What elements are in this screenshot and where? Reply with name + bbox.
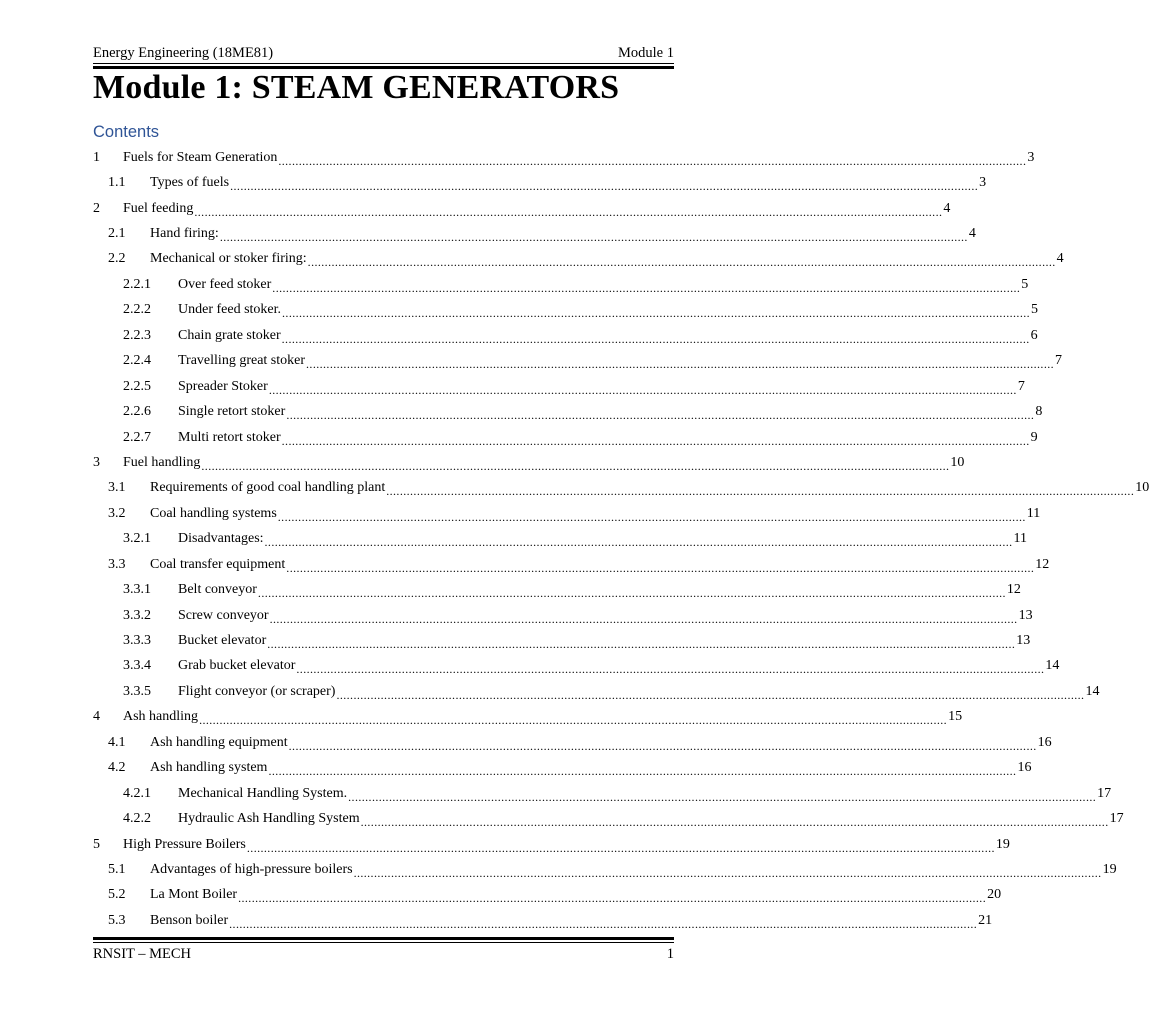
toc-entry-title: Multi retort stoker	[178, 429, 281, 445]
toc-entry-title: Chain grate stoker	[178, 327, 281, 343]
toc-entry[interactable]	[93, 577, 1021, 602]
toc-entry-number: 3.3.2	[123, 607, 151, 623]
toc-dot-leader: ............................................................................................................................................................................................................................	[306, 357, 1055, 372]
toc-entry-title: Fuels for Steam Generation	[123, 149, 278, 165]
toc-entry-title: Coal transfer equipment	[150, 556, 286, 572]
header-module: Module 1	[618, 45, 674, 61]
toc-entry-number: 2.2.7	[123, 429, 151, 445]
toc-entry-title: High Pressure Boilers	[123, 836, 246, 852]
toc-entry-body	[178, 654, 1060, 679]
toc-entry[interactable]	[93, 527, 1028, 552]
toc-entry[interactable]	[93, 450, 965, 475]
toc-entry-title: Ash handling system	[150, 760, 268, 776]
toc-entry-page: 21	[978, 912, 993, 928]
toc-entry-body	[178, 399, 1043, 424]
toc-entry[interactable]	[93, 298, 1039, 323]
toc-entry-body	[178, 603, 1033, 628]
toc-entry-title: Mechanical or stoker firing:	[150, 251, 307, 267]
toc-entry-body	[150, 883, 1002, 908]
toc-dot-leader: ............................................................................................................................................................................................................................	[238, 891, 987, 906]
footer-page-number: 1	[666, 945, 674, 962]
toc-entry-body	[178, 628, 1031, 653]
toc-entry-page: 16	[1017, 760, 1032, 776]
toc-entry-page: 3	[1027, 149, 1035, 165]
toc-entry-body	[178, 272, 1029, 297]
toc-entry-title: Disadvantages:	[178, 531, 264, 547]
toc-entry-page: 12	[1035, 556, 1050, 572]
toc-entry-page: 4	[943, 200, 951, 216]
toc-entry-page: 5	[1021, 276, 1029, 292]
toc-entry-number: 4.2.1	[123, 785, 151, 801]
toc-entry[interactable]	[93, 323, 1038, 348]
footer-left: RNSIT – MECH	[93, 945, 192, 962]
toc-entry-title: Requirements of good coal handling plant	[150, 480, 386, 496]
toc-entry-title: Mechanical Handling System.	[178, 785, 348, 801]
toc-entry-page: 4	[968, 226, 976, 242]
footer-rule-thick	[93, 937, 674, 940]
toc-entry-number: 5.1	[108, 861, 126, 877]
toc-entry-title: Single retort stoker	[178, 404, 286, 420]
toc-dot-leader: ............................................................................................................................................................................................................................	[199, 713, 948, 728]
toc-entry-title: Grab bucket elevator	[178, 658, 296, 674]
toc-entry-title: Ash handling	[123, 709, 199, 725]
toc-entry-body	[178, 577, 1021, 602]
toc-entry-body	[178, 806, 1124, 831]
toc-entry-page: 20	[987, 887, 1002, 903]
toc-entry[interactable]	[93, 806, 1124, 831]
toc-dot-leader: ............................................................................................................................................................................................................................	[268, 764, 1017, 779]
toc-entry-body	[123, 196, 951, 221]
toc-dot-leader: ............................................................................................................................................................................................................................	[257, 586, 1006, 601]
toc-dot-leader: ............................................................................................................................................................................................................................	[386, 484, 1135, 499]
toc-entry[interactable]	[93, 883, 1002, 908]
footer-rule-thin	[93, 942, 674, 943]
toc-entry-body	[123, 705, 963, 730]
toc-entry-page: 16	[1037, 734, 1052, 750]
toc-entry-body	[178, 425, 1038, 450]
toc-entry-page: 17	[1109, 811, 1124, 827]
toc-entry-number: 1	[93, 149, 100, 165]
page-header	[93, 42, 674, 62]
toc-entry-number: 3.3	[108, 556, 126, 572]
toc-entry-page: 4	[1056, 251, 1064, 267]
toc-entry-page: 15	[948, 709, 963, 725]
toc-entry-number: 2.2	[108, 251, 126, 267]
toc-dot-leader: ............................................................................................................................................................................................................................	[286, 560, 1035, 575]
toc-entry-number: 3.3.5	[123, 683, 151, 699]
toc-entry-title: Hand firing:	[150, 226, 219, 242]
toc-dot-leader: ............................................................................................................................................................................................................................	[272, 280, 1021, 295]
toc-entry-page: 12	[1006, 582, 1021, 598]
toc-entry-number: 2.2.5	[123, 378, 151, 394]
toc-entry[interactable]	[93, 247, 1064, 272]
toc-dot-leader: ............................................................................................................................................................................................................................	[264, 535, 1013, 550]
toc-entry-number: 2.1	[108, 226, 126, 242]
toc-dot-leader: ............................................................................................................................................................................................................................	[268, 382, 1017, 397]
toc-dot-leader: ............................................................................................................................................................................................................................	[286, 408, 1035, 423]
header-course: Energy Engineering (18ME81)	[93, 45, 274, 61]
toc-entry-number: 2.2.3	[123, 327, 151, 343]
toc-dot-leader: ............................................................................................................................................................................................................................	[267, 637, 1016, 652]
toc-entry-title: Spreader Stoker	[178, 378, 268, 394]
toc-entry-page: 11	[1013, 531, 1028, 547]
toc-entry-title: Ash handling equipment	[150, 734, 288, 750]
toc-entry[interactable]	[93, 552, 1050, 577]
toc-entry[interactable]	[93, 781, 1112, 806]
toc-entry-number: 3.1	[108, 480, 126, 496]
toc-entry-body	[150, 730, 1052, 755]
toc-entry[interactable]	[93, 501, 1041, 526]
toc-entry-page: 14	[1085, 683, 1100, 699]
toc-entry-number: 4.2.2	[123, 811, 151, 827]
toc-entry[interactable]	[93, 654, 1060, 679]
toc-entry-number: 2	[93, 200, 100, 216]
toc-entry-page: 6	[1030, 327, 1038, 343]
toc-entry-number: 4	[93, 709, 100, 725]
toc-entry-number: 3.3.4	[123, 658, 151, 674]
toc-dot-leader: ............................................................................................................................................................................................................................	[336, 687, 1085, 702]
toc-dot-leader: ............................................................................................................................................................................................................................	[230, 179, 979, 194]
toc-entry-page: 13	[1018, 607, 1033, 623]
toc-entry[interactable]	[93, 832, 1010, 857]
toc-entry-title: Belt conveyor	[178, 582, 257, 598]
toc-entry-page: 17	[1097, 785, 1112, 801]
toc-entry-number: 3.2.1	[123, 531, 151, 547]
page-title: Module 1: STEAM GENERATORS	[93, 69, 620, 106]
toc-dot-leader: ............................................................................................................................................................................................................................	[288, 738, 1037, 753]
toc-entry-body	[123, 145, 1035, 170]
toc-entry-title: Coal handling systems	[150, 505, 277, 521]
toc-entry[interactable]	[93, 603, 1033, 628]
toc-entry-number: 4.2	[108, 760, 126, 776]
toc-entry-page: 11	[1026, 505, 1041, 521]
toc-entry-number: 5.2	[108, 887, 126, 903]
toc-entry-title: Screw conveyor	[178, 607, 269, 623]
toc-entry-number: 3.3.1	[123, 582, 151, 598]
toc-entry-page: 8	[1035, 404, 1043, 420]
toc-entry-page: 9	[1030, 429, 1038, 445]
toc-entry-title: Hydraulic Ash Handling System	[178, 811, 360, 827]
toc-entry[interactable]	[93, 908, 993, 933]
toc-entry-number: 5.3	[108, 912, 126, 928]
toc-entry-body	[150, 170, 987, 195]
toc-entry[interactable]	[93, 399, 1043, 424]
toc-dot-leader: ............................................................................................................................................................................................................................	[194, 204, 943, 219]
toc-entry-number: 4.1	[108, 734, 126, 750]
toc-dot-leader: ............................................................................................................................................................................................................................	[277, 509, 1026, 524]
toc-entry-title: Flight conveyor (or scraper)	[178, 683, 336, 699]
toc-entry-body	[178, 323, 1038, 348]
toc-entry[interactable]	[93, 349, 1063, 374]
toc-entry-number: 2.2.4	[123, 353, 151, 369]
toc-entry-body	[178, 781, 1112, 806]
toc-dot-leader: ............................................................................................................................................................................................................................	[246, 840, 995, 855]
toc-entry-page: 5	[1031, 302, 1039, 318]
toc-entry-title: Fuel handling	[123, 454, 201, 470]
toc-entry[interactable]	[93, 476, 1149, 501]
toc-entry-title: Travelling great stoker	[178, 353, 306, 369]
toc-entry-number: 5	[93, 836, 100, 852]
toc-entry-body	[178, 527, 1028, 552]
toc-dot-leader: ............................................................................................................................................................................................................................	[281, 433, 1030, 448]
toc-entry-title: Over feed stoker	[178, 276, 272, 292]
toc-entry-body	[178, 374, 1025, 399]
toc-entry-page: 7	[1055, 353, 1063, 369]
toc-entry-number: 2.2.6	[123, 404, 151, 420]
toc-entry[interactable]	[93, 756, 1032, 781]
toc-entry-page: 19	[995, 836, 1010, 852]
toc-dot-leader: ............................................................................................................................................................................................................................	[307, 255, 1056, 270]
toc-entry-number: 3.3.3	[123, 633, 151, 649]
toc-dot-leader: ............................................................................................................................................................................................................................	[348, 789, 1097, 804]
toc-entry-title: Types of fuels	[150, 175, 230, 191]
toc-entry[interactable]	[93, 374, 1025, 399]
toc-entry-body	[178, 349, 1063, 374]
toc-entry[interactable]	[93, 730, 1052, 755]
toc-entry-page: 14	[1045, 658, 1060, 674]
toc-dot-leader: ............................................................................................................................................................................................................................	[229, 916, 978, 931]
toc-entry[interactable]	[93, 272, 1029, 297]
toc-entry-page: 7	[1017, 378, 1025, 394]
toc-entry-number: 1.1	[108, 175, 126, 191]
toc-entry-page: 19	[1102, 861, 1117, 877]
toc-entry-body	[178, 679, 1100, 704]
toc-entry[interactable]	[93, 196, 951, 221]
toc-entry-body	[123, 450, 965, 475]
toc-entry-body	[123, 832, 1010, 857]
toc-entry-body	[150, 857, 1117, 882]
toc-entry-title: Fuel feeding	[123, 200, 194, 216]
toc-entry-title: La Mont Boiler	[150, 887, 238, 903]
toc-entry-number: 3	[93, 454, 100, 470]
toc-entry[interactable]	[93, 857, 1117, 882]
toc-entry[interactable]	[93, 628, 1031, 653]
toc-entry-body	[150, 908, 993, 933]
toc-entry-number: 3.2	[108, 505, 126, 521]
header-rule-thin	[93, 63, 674, 64]
toc-dot-leader: ............................................................................................................................................................................................................................	[296, 662, 1045, 677]
toc-dot-leader: ............................................................................................................................................................................................................................	[219, 230, 968, 245]
toc-entry-body	[150, 476, 1149, 501]
toc-dot-leader: ............................................................................................................................................................................................................................	[269, 611, 1018, 626]
toc-entry-body	[178, 298, 1039, 323]
toc-dot-leader: ............................................................................................................................................................................................................................	[360, 815, 1109, 830]
toc-entry-title: Advantages of high-pressure boilers	[150, 861, 353, 877]
toc-entry-page: 10	[1135, 480, 1149, 496]
toc-entry-page: 3	[979, 175, 987, 191]
toc-entry-page: 10	[950, 454, 965, 470]
toc-entry-body	[150, 501, 1041, 526]
page-footer	[93, 944, 674, 964]
toc-entry-body	[150, 221, 976, 246]
toc-entry[interactable]	[93, 679, 1100, 704]
toc-entry[interactable]	[93, 705, 963, 730]
toc-entry[interactable]	[93, 425, 1038, 450]
toc-entry-body	[150, 552, 1050, 577]
contents-heading: Contents	[93, 123, 160, 141]
toc-entry-page: 13	[1016, 633, 1031, 649]
toc-entry[interactable]	[93, 221, 976, 246]
table-of-contents	[93, 145, 1149, 934]
toc-dot-leader: ............................................................................................................................................................................................................................	[281, 331, 1030, 346]
toc-dot-leader: ............................................................................................................................................................................................................................	[201, 458, 950, 473]
toc-entry[interactable]	[93, 145, 1035, 170]
toc-dot-leader: ............................................................................................................................................................................................................................	[278, 153, 1027, 168]
toc-entry-title: Bucket elevator	[178, 633, 267, 649]
toc-dot-leader: ............................................................................................................................................................................................................................	[353, 865, 1102, 880]
toc-entry-number: 2.2.2	[123, 302, 151, 318]
toc-entry-body	[150, 756, 1032, 781]
toc-entry-number: 2.2.1	[123, 276, 151, 292]
toc-entry-body	[150, 247, 1064, 272]
toc-entry-title: Under feed stoker.	[178, 302, 282, 318]
toc-entry-title: Benson boiler	[150, 912, 229, 928]
toc-dot-leader: ............................................................................................................................................................................................................................	[282, 306, 1031, 321]
toc-entry[interactable]	[93, 170, 987, 195]
